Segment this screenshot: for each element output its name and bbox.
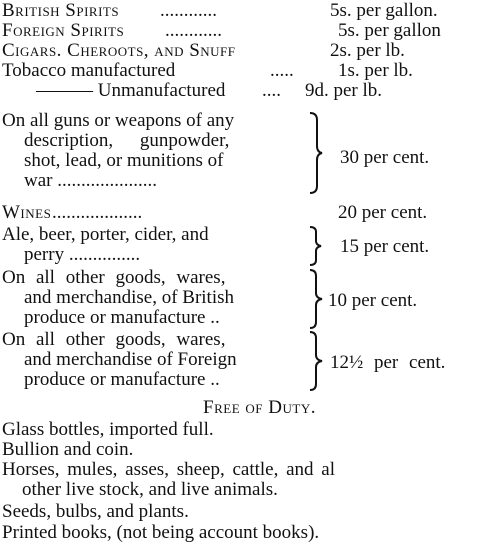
right-brace-icon (308, 331, 324, 391)
free-item-text: Glass bottles, imported full. (2, 419, 214, 440)
duty-rate: 20 per cent. (338, 202, 428, 223)
group-line (0, 111, 489, 131)
duty-label: ——— Unmanufactured (36, 80, 226, 101)
right-brace-icon (308, 269, 324, 329)
group-rate: 30 per cent. (340, 147, 430, 168)
leader-dots: .... (262, 80, 281, 101)
leader-dots: ............ (165, 20, 222, 41)
free-item-text: Printed books, (not being account books). (2, 522, 320, 543)
duty-rate: 5s. per gallon (338, 20, 441, 41)
group-line (0, 171, 489, 191)
free-item (0, 502, 489, 522)
free-item (0, 480, 489, 500)
duty-row-tobacco-manufactured (0, 61, 489, 81)
free-item (0, 440, 489, 460)
group-line-text: shot, lead, or munitions of (24, 150, 224, 171)
group-rate: 10 per cent. (328, 290, 418, 311)
group-rate: 12½ per cent. (330, 352, 446, 373)
group-line (0, 370, 489, 390)
duty-row-tobacco-unmanufactured (0, 81, 489, 101)
duty-rate: 5s. per gallon. (330, 0, 438, 21)
group-line-text: On all guns or weapons of any (2, 110, 235, 131)
free-item (0, 523, 489, 543)
leader-dots: ................... (52, 202, 143, 223)
group-line-text: war ..................... (24, 170, 157, 191)
duty-label: British Spirits (2, 0, 120, 21)
duty-rate: 1s. per lb. (338, 60, 413, 81)
right-brace-icon (308, 226, 324, 266)
duty-row-wines (0, 203, 489, 223)
free-item-text: Seeds, bulbs, and plants. (2, 501, 189, 522)
group-line-text: Ale, beer, porter, cider, and (2, 224, 209, 245)
free-item-text: Bullion and coin. (2, 439, 134, 460)
group-line-text: perry ............... (24, 244, 141, 265)
duty-row-foreign-spirits (0, 21, 489, 41)
duty-label: Cigars. Cheroots, and Snuff (2, 40, 236, 61)
group-line (0, 268, 489, 288)
duty-rate: 2s. per lb. (330, 40, 405, 61)
group-rate: 15 per cent. (340, 236, 430, 257)
group-line (0, 330, 489, 350)
group-line-text: and merchandise, of British (24, 287, 235, 308)
group-line (0, 308, 489, 328)
duty-label: Wines (2, 202, 52, 223)
group-line-text: and merchandise of Foreign (24, 349, 237, 370)
right-brace-icon (308, 112, 324, 194)
free-of-duty-heading: Free of Duty. (203, 397, 316, 418)
group-line-text: produce or manufacture .. (24, 307, 220, 328)
group-line-text: produce or manufacture .. (24, 369, 220, 390)
leader-dots: ............ (160, 0, 217, 21)
free-item (0, 460, 489, 480)
group-line-text: On all other goods, wares, (2, 329, 226, 350)
group-line-text: On all other goods, wares, (2, 267, 226, 288)
duty-label: Foreign Spirits (2, 20, 125, 41)
free-item (0, 420, 489, 440)
duty-label: Tobacco manufactured (2, 60, 176, 81)
duty-row-british-spirits (0, 1, 489, 21)
leader-dots: ..... (270, 60, 294, 81)
free-item-text: Horses, mules, asses, sheep, cattle, and al (2, 459, 335, 480)
duty-row-cigars (0, 41, 489, 61)
duty-rate: 9d. per lb. (305, 80, 383, 101)
free-item-text: other live stock, and live animals. (22, 479, 278, 500)
group-line-text: description, gunpowder, (24, 130, 230, 151)
